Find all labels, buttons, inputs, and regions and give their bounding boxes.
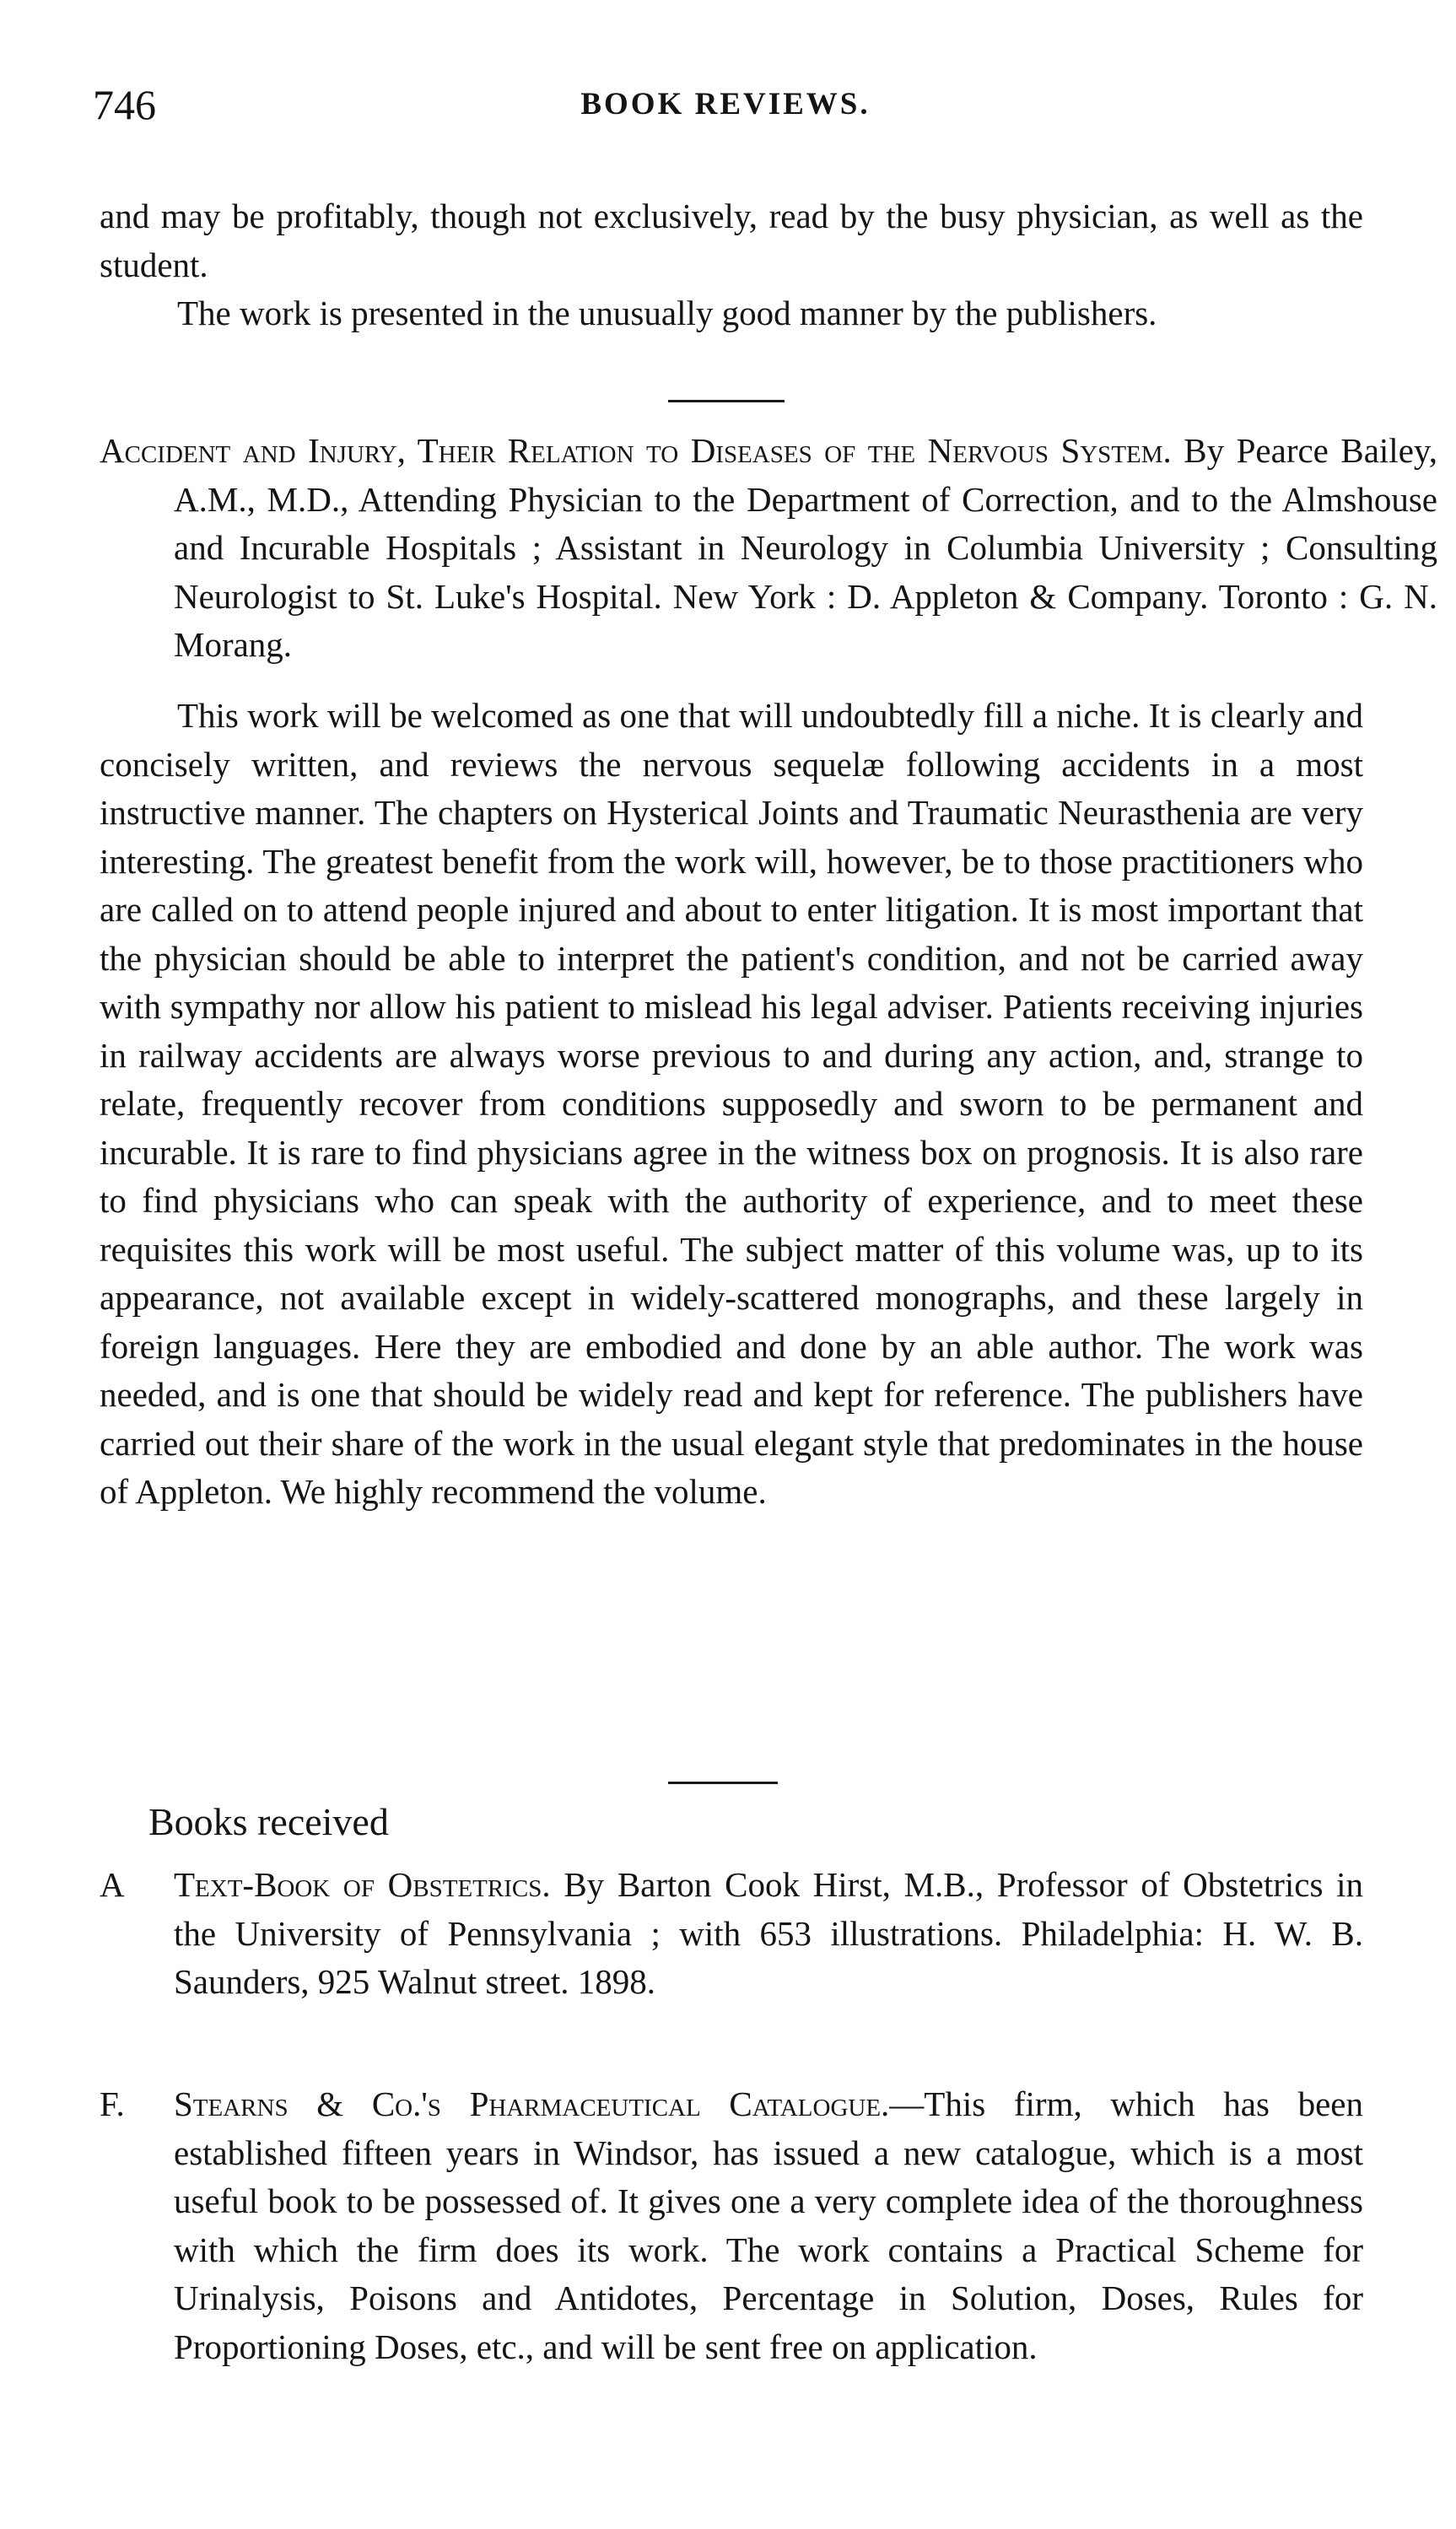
review-title: Accident and Injury, Their Relation to Diseases of the Nervous System. [100, 431, 1172, 470]
book-details: —This firm, which has been established fifteen years in Windsor, has issued a new catalogue, which is a most useful book to be possessed of. It gives one a very complete idea of the thoroughness with which the firm does its work. The work contains a Practical Scheme for Urinalysis, Poisons and Antidotes, Percentage in Solution, Doses, Rules for Proportioning Doses, etc., and will be sent free on application. [174, 2084, 1363, 2366]
entry-marker: F. [100, 2084, 125, 2123]
review-heading [100, 427, 1437, 670]
book-title: Text-Book of Obstetrics. [174, 1865, 551, 1904]
section-divider [668, 1782, 778, 1784]
continuation-text [100, 192, 1363, 338]
book-entry [100, 2080, 1363, 2371]
continuation-paragraph: and may be profitably, though not exclusively, read by the busy physician, as well as the student. [100, 197, 1363, 284]
page-header [93, 71, 1358, 138]
entry-marker: A [100, 1865, 125, 1904]
section-divider [668, 400, 785, 402]
review-paragraph: This work will be welcomed as one that will undoubtedly fill a niche. It is clearly and concisely written, and reviews the nervous sequelæ following accidents in a most instructive manner. The chapters on Hysterical Joints and Traumatic Neurasthenia are very interesting. The greatest benefit from the work will, however, be to those practitioners who are called on to attend people injured and about to enter litigation. It is most important that the physician should be able to interpret the patient's condition, and not be carried away with sympathy nor allow his patient to mislead his legal adviser. Patients receiving injuries in railway accidents are always worse previous to and during any action, and, strange to relate, frequently recover from conditions supposedly and sworn to be permanent and incurable. It is rare to find physicians agree in the witness box on prognosis. It is also rare to find physicians who can speak with the authority of experience, and to meet these requisites this work will be most useful. The subject matter of this volume was, up to its appearance, not available except in widely-scattered monographs, and these largely in foreign languages. Here they are embodied and done by an able author. The work was needed, and is one that should be widely read and kept for reference. The publishers have carried out their share of the work in the usual elegant style that predominates in the house of Appleton. We highly recommend the volume. [100, 696, 1363, 1511]
review-body [100, 692, 1363, 1517]
book-title: Stearns & Co.'s Pharmaceutical Catalogue. [174, 2084, 890, 2123]
book-details: By Barton Cook Hirst, M.B., Professor of Obstetrics in the University of Pennsylvania ; with 653 illustrations. Philadelphia: H. W. B. Saunders, 925 Walnut street. 1898. [174, 1865, 1363, 2001]
review-citation: By Pearce Bailey, A.M., M.D., Attending Physician to the Department of Correction, and to the Almshouse and Incurable Hospitals ; Assistant in Neurology in Columbia University ; Consulting Neurologist to St. Luke's Hospital. New York : D. Appleton & Company. Toronto : G. N. Morang. [174, 431, 1437, 664]
books-received-heading: Books received [148, 1800, 389, 1843]
page-number: 746 [93, 81, 156, 128]
book-entry [100, 1861, 1363, 2007]
running-head: BOOK REVIEWS. [580, 87, 871, 121]
publisher-paragraph: The work is presented in the unusually good manner by the publishers. [177, 294, 1157, 332]
